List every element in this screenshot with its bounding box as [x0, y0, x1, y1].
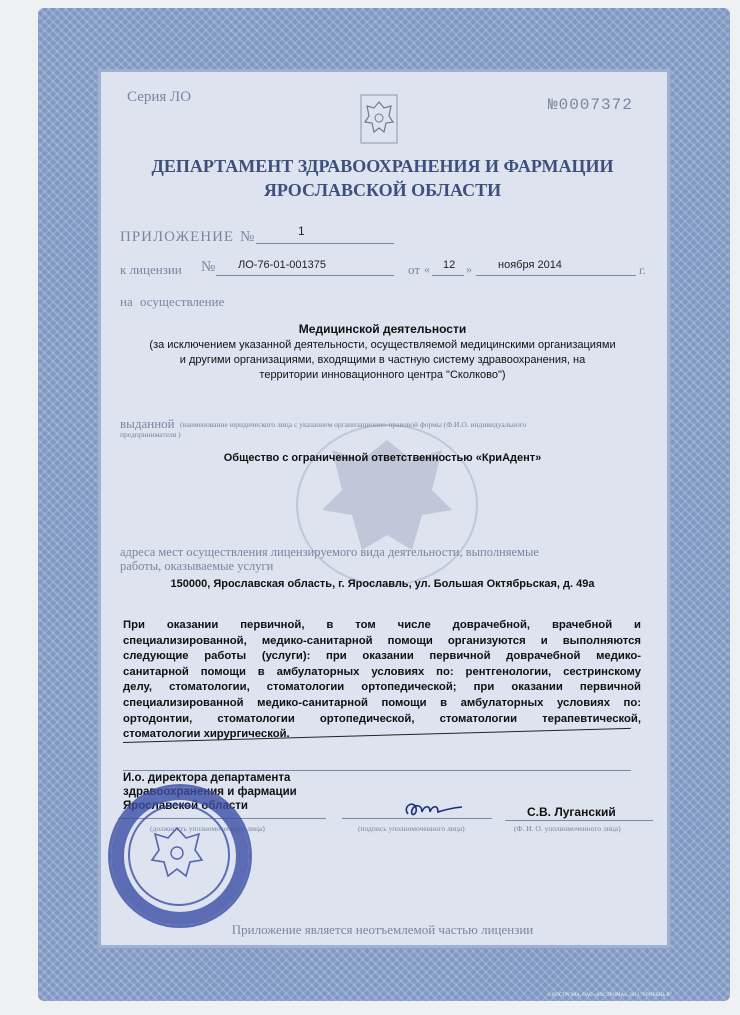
activity-note-line2: и другими организациями, входящими в частную систему здравоохранения, на — [179, 354, 586, 366]
issuer-title-line2: ЯРОСЛАВСКОЙ ОБЛАСТИ — [263, 180, 502, 200]
license-month-year: ноября 2014 — [498, 259, 562, 271]
issued-hint-line1: (наименование юридического лица с указанием организационно-правовой формы (Ф.И.О. индивидуального — [180, 420, 527, 429]
license-day: 12 — [443, 259, 456, 271]
month-underline — [476, 275, 636, 276]
services-line: стоматологии хирургической. — [123, 728, 290, 741]
license-from-label: от — [408, 262, 421, 277]
license-underline — [216, 275, 394, 276]
services-line: ортодонтии, стоматологии ортопедической, стоматологии терапевтической, — [123, 712, 641, 725]
license-label: к лицензии — [120, 262, 182, 277]
seal-emblem-icon — [146, 822, 208, 884]
services-line: специализированной, медико-санитарной помощи организуются и выполняются — [123, 634, 641, 647]
signatory-position-line2: здравоохранения и фармации — [123, 786, 297, 798]
issued-label: выданной — [120, 416, 175, 431]
services-paragraph — [123, 618, 641, 743]
print-mark: г. КОСТРОМА, ОАО «КОСТРОМА», 2013 "УРОВЕНЬ В" — [548, 993, 672, 998]
license-close-quote: » — [466, 262, 472, 276]
signatory-position-line3: Ярославской области — [123, 800, 248, 812]
appendix-num-sign: № — [240, 229, 255, 245]
appendix-underline — [256, 243, 394, 244]
background-emblem-icon — [292, 420, 482, 590]
activity-note-line3: территории инновационного центра "Сколково") — [259, 369, 506, 381]
address-value: 150000, Ярославская область, г. Ярославль, ул. Большая Октябрьская, д. 49а — [170, 578, 595, 590]
signature-underline — [342, 818, 492, 819]
services-line: делу, стоматологии, стоматологии ортопедической; при оказании первичной — [123, 681, 641, 694]
appendix-label: ПРИЛОЖЕНИЕ — [120, 229, 235, 245]
coat-of-arms-icon — [360, 94, 398, 144]
address-label-line2: работы, оказываемые услуги — [120, 559, 274, 573]
services-line: следующие работы (услуги): при оказании первичной доврачебной медико- — [123, 650, 641, 663]
paragraph-closing-line-2 — [123, 770, 631, 771]
appendix-number: 1 — [298, 224, 305, 238]
name-hint: (Ф. И. О. уполномоченного лица) — [514, 824, 621, 833]
license-number: ЛО-76-01-001375 — [238, 259, 326, 271]
services-line: специализированной медико-санитарной помощи в амбулаторных условиях по: — [123, 696, 641, 709]
series-label: Серия ЛО — [127, 89, 192, 105]
signatory-name: С.В. Луганский — [527, 805, 616, 819]
address-label-line1: адреса мест осуществления лицензируемого вида деятельности, выполняемые — [120, 545, 539, 559]
signatory-position-line1: И.о. директора департамента — [123, 772, 291, 784]
activity-name: Медицинской деятельности — [298, 322, 467, 336]
blank-number: №0007372 — [548, 96, 633, 114]
issuer-title-line1: ДЕПАРТАМЕНТ ЗДРАВООХРАНЕНИЯ И ФАРМАЦИИ — [151, 156, 614, 176]
issued-to-value: Общество с ограниченной ответственностью «КриАдент» — [223, 452, 542, 464]
services-line: При оказании первичной, в том числе доврачебной, врачебной и — [123, 619, 641, 631]
activity-label: на осуществление — [120, 294, 225, 309]
license-num-sign: № — [201, 259, 216, 275]
license-open-quote: « — [424, 262, 430, 276]
day-underline — [432, 275, 464, 276]
activity-note-line1: (за исключением указанной деятельности, осуществляемой медицинскими организациями — [149, 339, 616, 351]
name-underline — [505, 820, 653, 821]
issued-hint-line2: предпринимателя ) — [120, 430, 181, 439]
footer-note: Приложение является неотъемлемой частью лицензии — [231, 922, 534, 937]
services-line: санитарной помощи в амбулаторных условиях по: рентгенологии, сестринскому — [123, 665, 641, 678]
license-year-suffix: г. — [639, 263, 646, 277]
position-hint: (должность уполномоченного лица) — [150, 824, 265, 833]
signature-hint: (подпись уполномоченного лица) — [358, 824, 465, 833]
